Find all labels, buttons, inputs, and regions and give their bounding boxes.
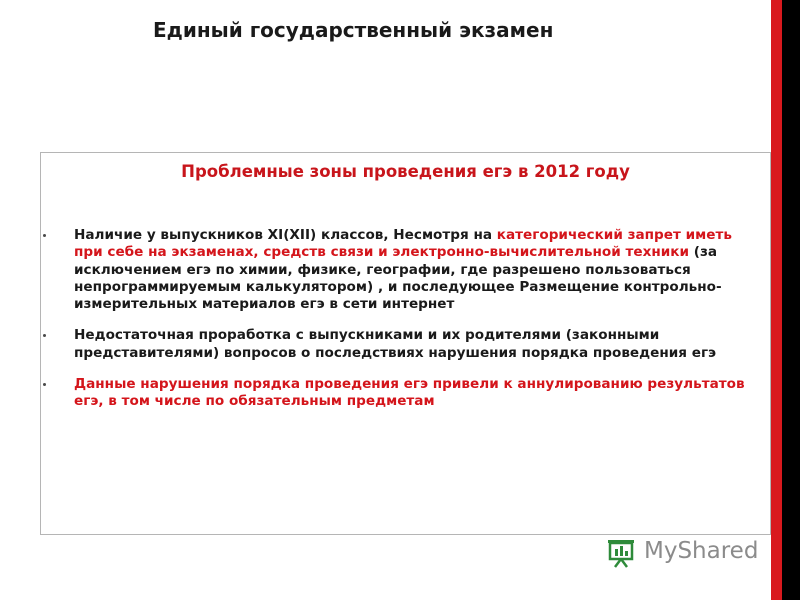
bullet-text-part: Недостаточная проработка с выпускниками и их родителями (законными представителями) вопросов о последствиях нарушения порядка проведения егэ — [74, 327, 717, 361]
bullet-list — [41, 227, 770, 425]
bullet-dot-icon — [43, 383, 46, 386]
bullet-text-part: (за исключением егэ по химии, физике, географии, где разрешено пользоваться непрограммируемым калькулятором) , и последующее Размещение контрольно-измерительных материалов егэ в сети интернет — [74, 244, 722, 313]
bullet-text-part: Наличие у выпускников XI(XII) классов, Несмотря на — [74, 227, 497, 243]
bullet-text-part-highlight: категорический запрет иметь при себе на экзаменах, средств связи и электронно-вычислительной техники — [74, 227, 732, 261]
myshared-logo[interactable] — [606, 536, 766, 570]
accent-bar-black — [782, 0, 800, 600]
presentation-board-icon — [606, 537, 640, 569]
bullet-item — [41, 327, 770, 362]
bullet-text-part-highlight: Данные нарушения порядка проведения егэ привели к аннулированию результатов егэ, в том числе по обязательным предметам — [74, 376, 745, 410]
bullet-text — [74, 227, 732, 312]
bullet-item — [41, 227, 770, 313]
slide-title: Единый государственный экзамен — [153, 18, 554, 42]
bullet-item — [41, 376, 770, 411]
accent-bar-red — [771, 0, 782, 600]
bullet-text — [74, 327, 716, 360]
bullet-text — [74, 376, 745, 409]
content-box — [40, 152, 771, 535]
logo-text: MyShared — [644, 538, 759, 564]
bullet-dot-icon — [43, 234, 46, 237]
slide-subtitle: Проблемные зоны проведения егэ в 2012 году — [181, 162, 630, 181]
bullet-dot-icon — [43, 334, 46, 337]
